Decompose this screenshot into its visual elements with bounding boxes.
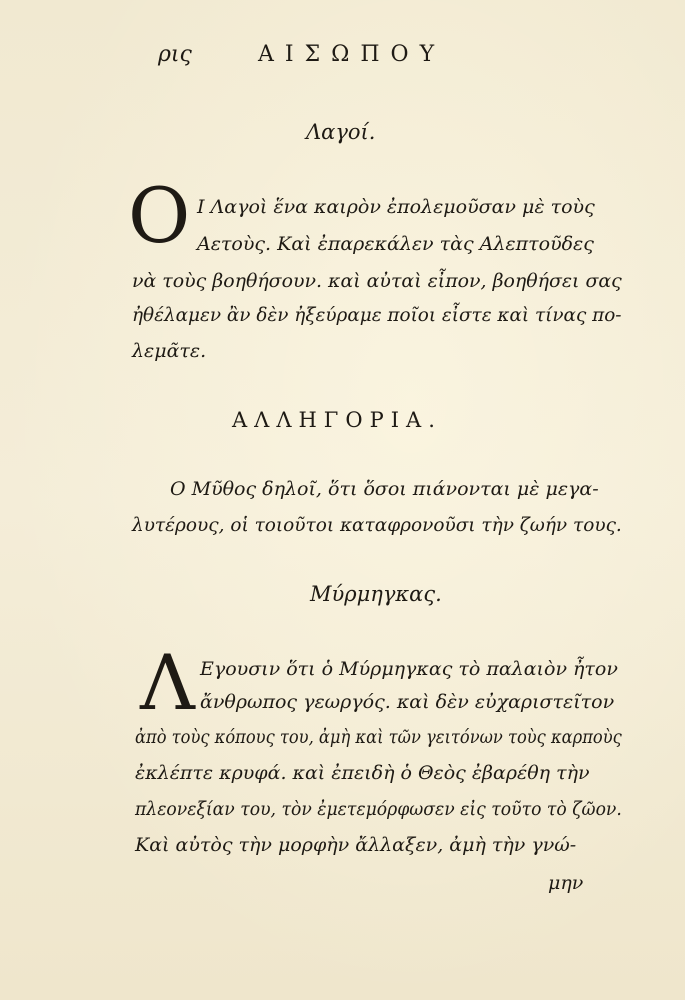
text-line: Εγουσιν ὅτι ὁ Μύρμηγκας τὸ παλαιὸν ἦτον <box>200 658 618 680</box>
text-line: πλεονεξίαν του, τὸν ἐμετεμόρφωσεν εἰς τοῦτο τὸ ζῶον. <box>135 798 622 820</box>
text-line: λεμᾶτε. <box>132 340 207 362</box>
fable-title-hares: Λαγοί. <box>306 120 376 144</box>
text-line: Καὶ αὐτὸς τὴν μορφὴν ἄλλαξεν, ἀμὴ τὴν γνώ- <box>135 834 577 856</box>
text-line: ἀπὸ τοὺς κόπους του, ἀμὴ καὶ τῶν γειτόνων τοὺς καρποὺς <box>135 726 622 748</box>
text-line: νὰ τοὺς βοηθήσουν. καὶ αὐταὶ εἶπον, βοηθήσει σας <box>132 270 622 292</box>
drop-cap-o: O <box>128 171 191 260</box>
running-head: ΑΙΣΩΠΟΥ <box>258 42 446 67</box>
catchword: μην <box>548 872 584 894</box>
text-line: λυτέρους, οἱ τοιοῦτοι καταφρονοῦσι τὴν ζωήν τους. <box>132 514 622 536</box>
text-line: ἠθέλαμεν ἂν δὲν ἠξεύραμε ποῖοι εἶστε καὶ τίνας πο- <box>132 304 622 326</box>
text-line: ἄνθρωπος γεωργός. καὶ δὲν εὐχαριστεῖτον <box>200 691 615 713</box>
text-line: Ο Μῦθος δηλοῖ, ὅτι ὅσοι πιάνονται μὲ μεγα- <box>170 478 599 500</box>
text-line: ἐκλέπτε κρυφά. καὶ ἐπειδὴ ὁ Θεὸς ἐβαρέθη τὴν <box>135 762 590 784</box>
text-line: Αετοὺς. Καὶ ἐπαρεκάλεν τὰς Αλεπτοῦδες <box>197 233 594 255</box>
allegory-heading: ΑΛΛΗΓΟΡΙΑ. <box>232 408 442 432</box>
page-number: ρις <box>158 42 192 67</box>
fable-title-ant: Μύρμηγκας. <box>310 582 442 606</box>
drop-cap-lambda: Λ <box>140 638 195 727</box>
text-line: Ι Λαγοὶ ἕνα καιρὸν ἐπολεμοῦσαν μὲ τοὺς <box>197 196 595 218</box>
